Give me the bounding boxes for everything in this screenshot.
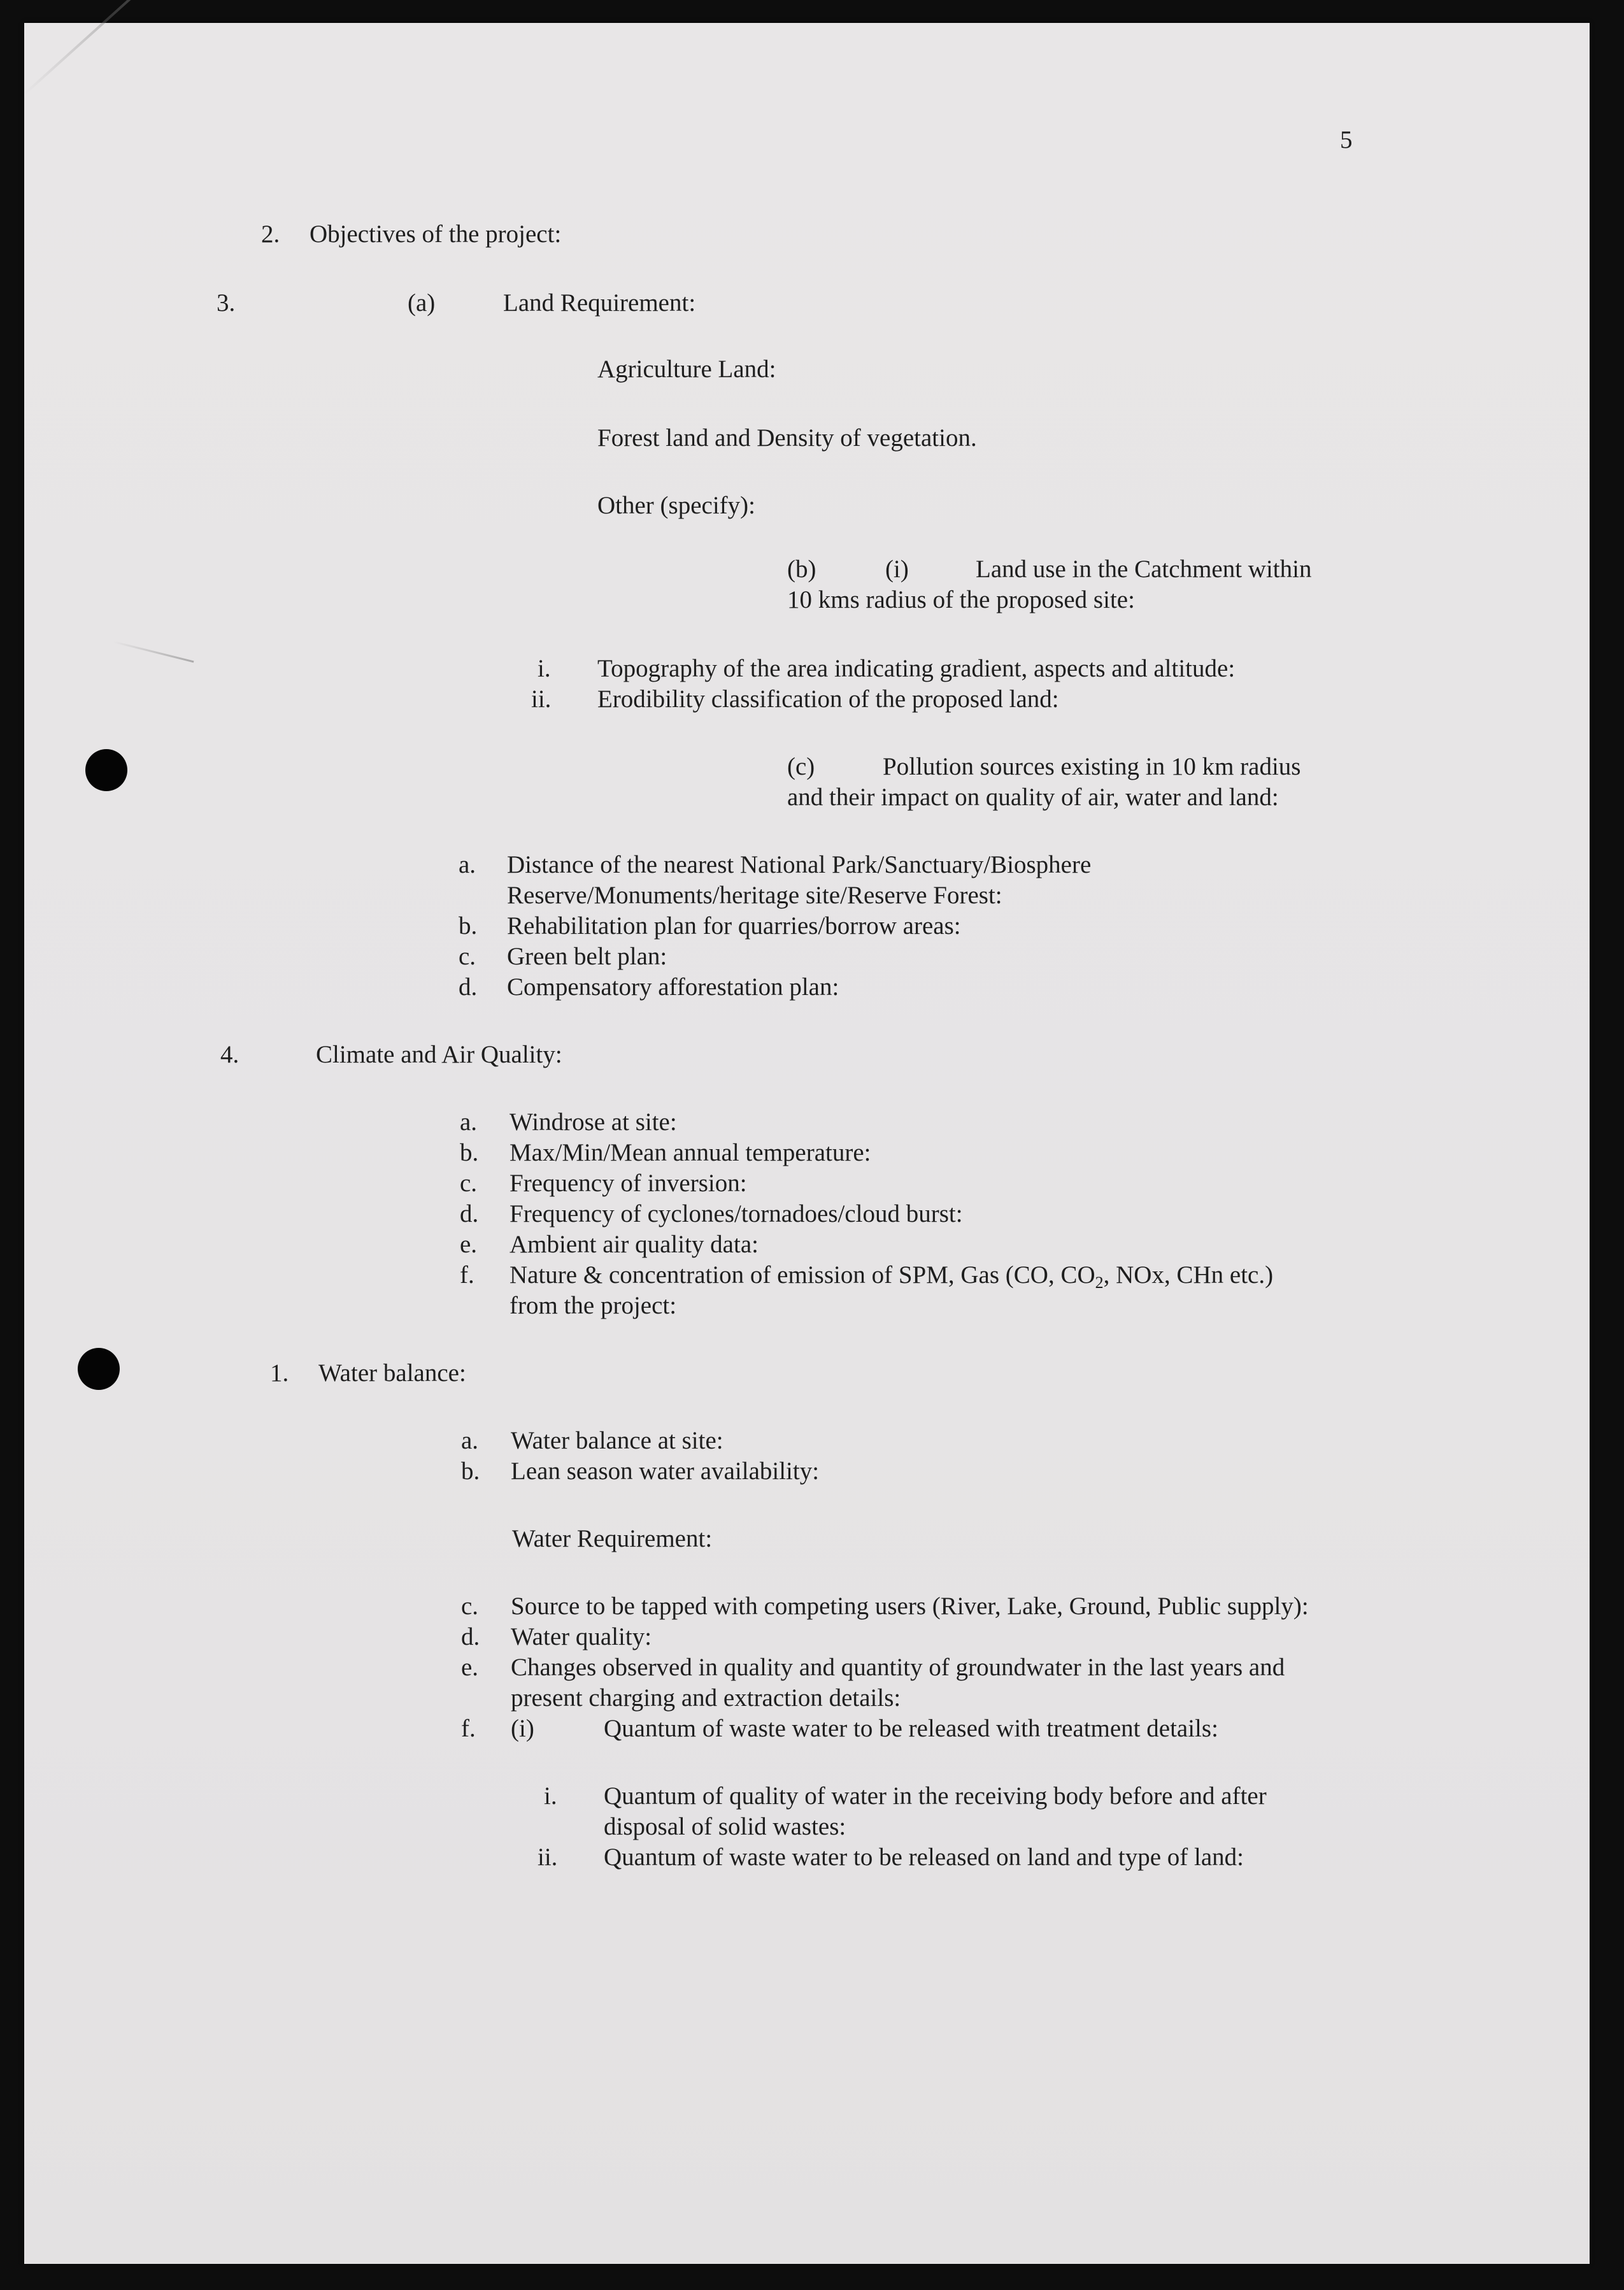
climate-f-text-pre: Nature & concentration of emission of SPM, Gas (CO, CO (509, 1261, 1095, 1289)
list-a-line1: Distance of the nearest National Park/Sanctuary/Biosphere (507, 851, 1092, 878)
climate-b-number: b. (460, 1139, 479, 1166)
water-d-text: Water quality: (511, 1623, 652, 1650)
corner-crease (24, 0, 139, 95)
section-4-number: 4. (220, 1041, 239, 1068)
item-b-label: (b) (787, 555, 816, 583)
punch-hole-bottom (78, 1348, 120, 1390)
water-f-number: f. (461, 1715, 476, 1742)
item-b-i-line1: Land use in the Catchment within (976, 555, 1312, 583)
section-2-heading: Objectives of the project: (310, 220, 562, 248)
list-b-number: b. (459, 912, 478, 940)
climate-d-text: Frequency of cyclones/tornadoes/cloud burst: (509, 1200, 963, 1227)
section-3a-heading: Land Requirement: (503, 289, 696, 317)
item-b-i-line2: 10 kms radius of the proposed site: (787, 586, 1135, 613)
water-d-number: d. (461, 1623, 480, 1650)
water-e-line1: Changes observed in quality and quantity of groundwater in the last years and (511, 1654, 1285, 1681)
water-f-sub-i-number: i. (544, 1782, 557, 1810)
page-number: 5 (1340, 126, 1353, 154)
climate-f-line1 (509, 1260, 1273, 1291)
climate-f-line2: from the project: (509, 1292, 677, 1319)
water-c-text: Source to be tapped with competing users (River, Lake, Ground, Public supply): (511, 1592, 1309, 1620)
list-a-line2: Reserve/Monuments/heritage site/Reserve Forest: (507, 882, 1002, 909)
climate-d-number: d. (460, 1200, 479, 1227)
list-c-number: c. (459, 943, 476, 970)
climate-a-text: Windrose at site: (509, 1108, 677, 1136)
water-section-heading: Water balance: (318, 1359, 466, 1387)
climate-f-text-post: , NOx, CHn etc.) (1103, 1261, 1274, 1289)
water-f-sub-ii-text: Quantum of waste water to be released on land and type of land: (604, 1843, 1244, 1871)
list-d-number: d. (459, 973, 478, 1001)
item-c-line1: Pollution sources existing in 10 km radius (883, 753, 1301, 780)
list-b-text: Rehabilitation plan for quarries/borrow areas: (507, 912, 961, 940)
section-3-number: 3. (217, 289, 236, 317)
climate-e-number: e. (460, 1231, 478, 1258)
item-c-label: (c) (787, 753, 815, 780)
item-c-line2: and their impact on quality of air, water and land: (787, 784, 1279, 811)
erodibility-text: Erodibility classification of the proposed land: (597, 685, 1059, 713)
pencil-mark (113, 641, 194, 662)
climate-b-text: Max/Min/Mean annual temperature: (509, 1139, 871, 1166)
section-3a-label: (a) (408, 289, 436, 317)
water-f-sub-i-line1: Quantum of quality of water in the receiving body before and after (604, 1782, 1267, 1810)
climate-f-number: f. (460, 1261, 474, 1289)
water-a-text: Water balance at site: (511, 1427, 723, 1454)
water-b-number: b. (461, 1457, 480, 1485)
water-e-line2: present charging and extraction details: (511, 1684, 901, 1712)
section-4-heading: Climate and Air Quality: (316, 1041, 562, 1068)
topography-number: i. (538, 655, 551, 682)
list-d-text: Compensatory afforestation plan: (507, 973, 839, 1001)
list-c-text: Green belt plan: (507, 943, 667, 970)
climate-c-number: c. (460, 1170, 478, 1197)
forest-land: Forest land and Density of vegetation. (597, 424, 977, 452)
section-2-number: 2. (261, 220, 280, 248)
item-b-i-label: (i) (885, 555, 909, 583)
climate-c-text: Frequency of inversion: (509, 1170, 747, 1197)
other-specify: Other (specify): (597, 492, 755, 519)
water-c-number: c. (461, 1592, 479, 1620)
water-f-i-text: Quantum of waste water to be released with treatment details: (604, 1715, 1218, 1742)
water-requirement: Water Requirement: (512, 1525, 713, 1552)
punch-hole-top (85, 749, 127, 791)
climate-e-text: Ambient air quality data: (509, 1231, 759, 1258)
erodibility-number: ii. (531, 685, 552, 713)
water-section-number: 1. (270, 1359, 289, 1387)
water-b-text: Lean season water availability: (511, 1457, 820, 1485)
topography-text: Topography of the area indicating gradient, aspects and altitude: (597, 655, 1236, 682)
climate-f-subscript: 2 (1095, 1273, 1104, 1292)
water-a-number: a. (461, 1427, 479, 1454)
water-f-sub-ii-number: ii. (538, 1843, 558, 1871)
climate-a-number: a. (460, 1108, 478, 1136)
water-f-i-label: (i) (511, 1715, 534, 1742)
list-a-number: a. (459, 851, 476, 878)
water-f-sub-i-line2: disposal of solid wastes: (604, 1813, 846, 1840)
water-e-number: e. (461, 1654, 479, 1681)
agriculture-land: Agriculture Land: (597, 355, 776, 383)
